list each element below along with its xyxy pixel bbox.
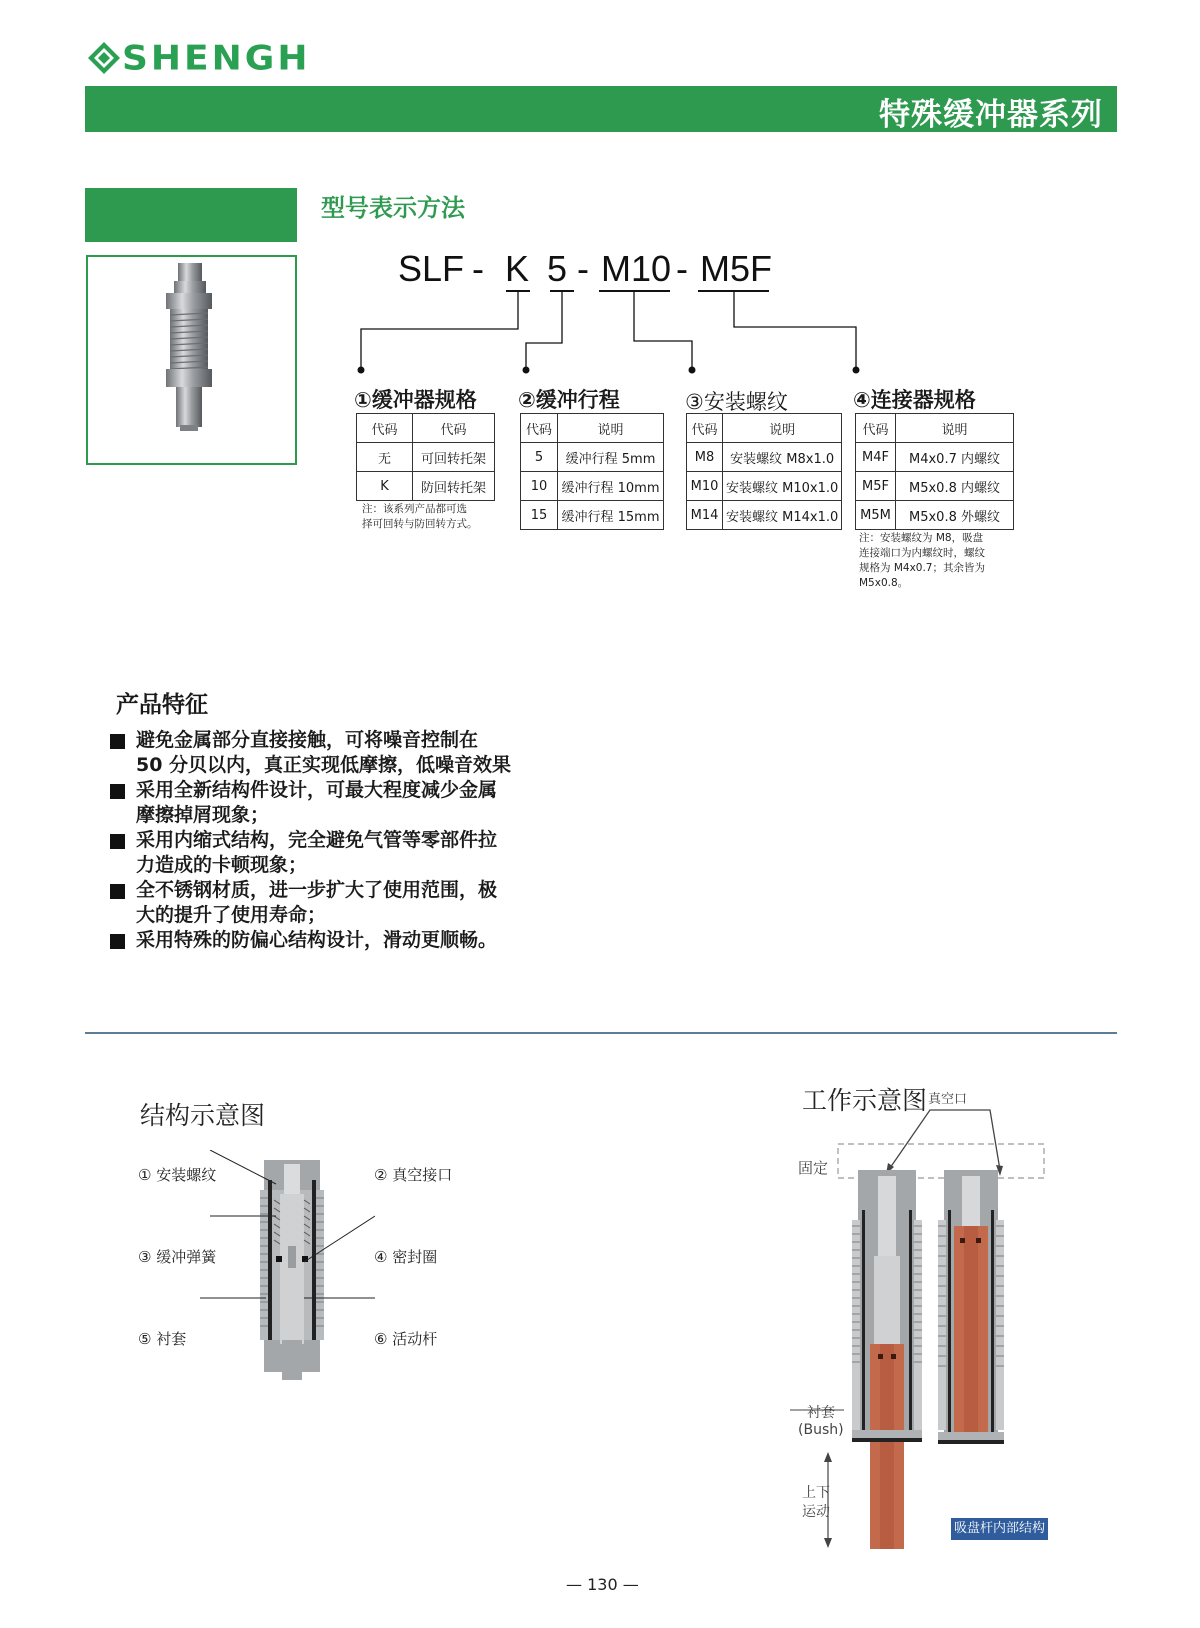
stroke-table — [520, 413, 664, 530]
feature-line: 采用特殊的防偏心结构设计，滑动更顺畅。 — [136, 929, 498, 951]
feature-line: 避免金属部分直接接触，可将噪音控制在 — [136, 729, 479, 751]
table-header-cell: 说明 — [723, 414, 842, 443]
label-motion-1: 上下 — [802, 1485, 830, 1501]
thread-table — [686, 413, 842, 530]
feature-line: 采用全新结构件设计，可最大程度减少金属 — [136, 779, 498, 801]
structure-cross-section — [200, 1150, 375, 1390]
table-header-cell: 代码 — [521, 414, 558, 443]
table-cell: 可回转托架 — [413, 443, 495, 472]
square-bullet-icon — [110, 934, 125, 949]
table-cell: M10 — [687, 472, 723, 501]
table-cell: 15 — [521, 501, 558, 530]
label-seal: ④ 密封圈 — [374, 1248, 438, 1266]
square-bullet-icon — [110, 884, 125, 899]
square-bullet-icon — [110, 784, 125, 799]
page-number: — 130 — — [566, 1575, 639, 1594]
features-title: 产品特征 — [116, 692, 208, 718]
table-cell: 安装螺纹 M10x1.0 — [723, 472, 842, 501]
label-spring: ③ 缓冲弹簧 — [138, 1248, 217, 1266]
table-cell: 防回转托架 — [413, 472, 495, 501]
buffer-spec-table — [356, 413, 495, 501]
table-cell: M5x0.8 内螺纹 — [896, 472, 1014, 501]
feature-item — [110, 928, 580, 953]
series-banner — [85, 86, 1117, 132]
square-bullet-icon — [110, 834, 125, 849]
category-title-stroke: ②缓冲行程 — [518, 388, 620, 412]
label-fixed: 固定 — [798, 1159, 829, 1177]
table-row — [856, 501, 1014, 530]
feature-item — [110, 828, 580, 878]
feature-item — [110, 878, 580, 928]
note-line: 注：该系列产品都可选 — [362, 503, 467, 515]
label-bush-cn: 衬套 — [807, 1405, 835, 1421]
table-row — [856, 472, 1014, 501]
section-divider — [85, 1032, 1117, 1034]
table-cell: 缓冲行程 5mm — [558, 443, 664, 472]
code-connector: M5F — [700, 248, 772, 289]
feature-line: 50 分贝以内，真正实现低摩擦，低噪音效果 — [136, 754, 512, 776]
table-row — [687, 501, 842, 530]
table-header-row — [856, 414, 1014, 443]
table-cell: M5x0.8 外螺纹 — [896, 501, 1014, 530]
model-section-title: 型号表示方法 — [321, 194, 465, 222]
table-cell: M4F — [856, 443, 896, 472]
note-line: 择可回转与防回转方式。 — [362, 518, 478, 530]
connector-table — [855, 413, 1014, 530]
label-rod: ⑥ 活动杆 — [374, 1330, 438, 1348]
feature-line: 摩擦掉屑现象； — [136, 804, 270, 826]
table-cell: K — [357, 472, 413, 501]
table-row — [687, 443, 842, 472]
table-header-row — [521, 414, 664, 443]
working-principle-diagram — [790, 1100, 1050, 1550]
feature-line: 力造成的卡顿现象； — [136, 854, 308, 876]
green-label-block — [85, 188, 297, 242]
code-spec: K — [505, 248, 530, 289]
table-header-row — [687, 414, 842, 443]
category-title-buffer-spec: ①缓冲器规格 — [354, 388, 477, 412]
table-row — [357, 443, 495, 472]
label-vacuum-port-work: 真空口 — [928, 1092, 968, 1107]
note-line: 规格为 M4x0.7；其余皆为 — [859, 562, 985, 574]
banner-title: 特殊缓冲器系列 — [879, 97, 1103, 133]
suction-rod-caption: 吸盘杆内部结构 — [951, 1518, 1048, 1540]
table-row — [687, 472, 842, 501]
table-cell: 缓冲行程 15mm — [558, 501, 664, 530]
code-stroke: 5 — [547, 248, 568, 289]
table-header-cell: 代码 — [856, 414, 896, 443]
code-thread: M10 — [601, 248, 672, 289]
table-header-cell: 说明 — [896, 414, 1014, 443]
brand-logo — [86, 38, 346, 78]
note-line: 注：安装螺纹为 M8，吸盘 — [859, 532, 984, 544]
label-bush-en: (Bush) — [798, 1422, 844, 1438]
table-row — [357, 472, 495, 501]
square-bullet-icon — [110, 734, 125, 749]
label-bush: ⑤ 衬套 — [138, 1330, 187, 1348]
note-line: M5x0.8。 — [859, 577, 909, 589]
code-series: SLF — [398, 248, 465, 289]
table-cell: M4x0.7 内螺纹 — [896, 443, 1014, 472]
table-cell: 缓冲行程 10mm — [558, 472, 664, 501]
label-vacuum-port: ② 真空接口 — [374, 1166, 453, 1184]
table-cell: M5M — [856, 501, 896, 530]
code-dash-3: - — [676, 248, 688, 289]
table-row — [521, 501, 664, 530]
table-header-row — [357, 414, 495, 443]
table-cell: 5 — [521, 443, 558, 472]
note-line: 连接端口为内螺纹时，螺纹 — [859, 547, 985, 559]
working-title: 工作示意图 — [802, 1086, 928, 1115]
table-header-cell: 说明 — [558, 414, 664, 443]
buffer-spec-note — [362, 502, 478, 532]
table-row — [521, 443, 664, 472]
connector-note — [859, 531, 985, 591]
table-row — [521, 472, 664, 501]
logo-text: SHENGH — [122, 38, 311, 78]
code-dash-1: - — [472, 248, 484, 289]
logo-diamond-icon — [86, 40, 122, 76]
product-photo — [86, 255, 297, 465]
feature-line: 采用内缩式结构，完全避免气管等零部件拉 — [136, 829, 498, 851]
features-list — [110, 728, 580, 953]
feature-item — [110, 728, 580, 778]
feature-item — [110, 778, 580, 828]
code-connector-lines — [340, 285, 880, 385]
category-title-thread: ③安装螺纹 — [685, 390, 788, 414]
code-dash-2: - — [577, 248, 589, 289]
table-cell: 无 — [357, 443, 413, 472]
table-cell: 安装螺纹 M8x1.0 — [723, 443, 842, 472]
buffer-product-illustration — [88, 257, 295, 463]
table-header-cell: 代码 — [687, 414, 723, 443]
category-title-connector: ④连接器规格 — [853, 388, 976, 412]
table-cell: 安装螺纹 M14x1.0 — [723, 501, 842, 530]
table-cell: M5F — [856, 472, 896, 501]
label-mount-thread: ① 安装螺纹 — [138, 1166, 217, 1184]
structure-title: 结构示意图 — [140, 1101, 266, 1130]
label-motion-2: 运动 — [802, 1504, 830, 1520]
table-row — [856, 443, 1014, 472]
feature-line: 全不锈钢材质，进一步扩大了使用范围，极 — [136, 879, 498, 901]
feature-line: 大的提升了使用寿命； — [136, 904, 327, 926]
table-header-cell: 代码 — [413, 414, 495, 443]
table-cell: M14 — [687, 501, 723, 530]
table-header-cell: 代码 — [357, 414, 413, 443]
table-cell: M8 — [687, 443, 723, 472]
table-cell: 10 — [521, 472, 558, 501]
